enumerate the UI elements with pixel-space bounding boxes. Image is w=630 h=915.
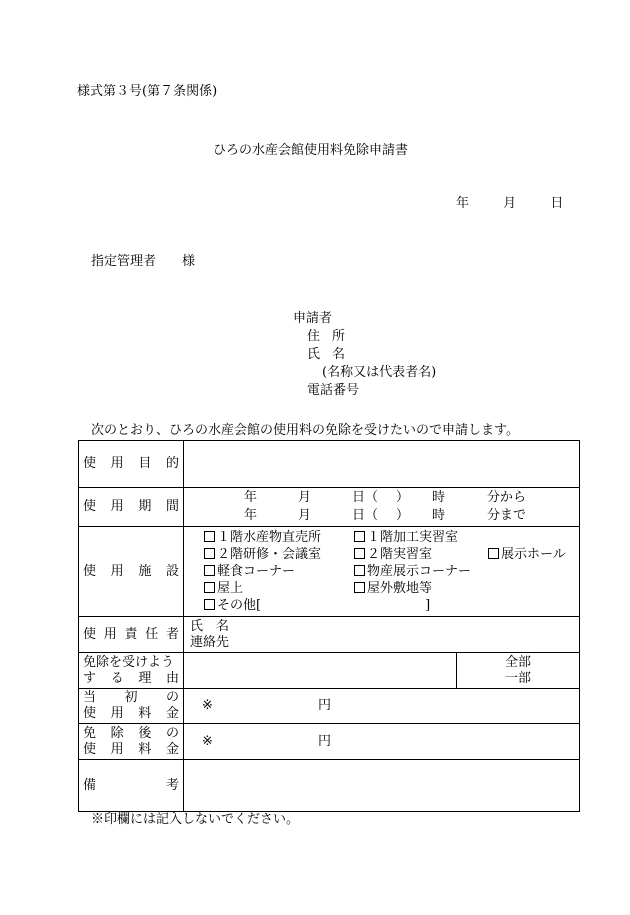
facility-option-other[interactable] <box>204 598 430 614</box>
facility-label: 屋外敷地等 <box>367 580 433 596</box>
footnote: ※印欄には記入しないでください。 <box>91 812 300 827</box>
label-char: 用 <box>110 563 124 579</box>
facility-option[interactable] <box>204 564 354 580</box>
label-char: 目 <box>138 456 152 471</box>
addressee-honorific: 様 <box>182 254 196 269</box>
facility-option[interactable] <box>204 547 354 563</box>
label-char: 当 <box>83 690 97 705</box>
application-table <box>78 440 580 812</box>
checkbox-icon[interactable] <box>204 599 215 610</box>
label-char: る <box>110 670 124 686</box>
period-year: 年 <box>244 508 258 523</box>
applicant-heading: 申請者 <box>293 311 333 326</box>
facility-label: １階水産物直売所 <box>217 529 322 545</box>
period-month: 月 <box>298 508 312 523</box>
label-char: 任 <box>145 626 159 642</box>
document-title: ひろの水産会館使用料免除申請書 <box>213 143 409 158</box>
label-char: 免 <box>83 725 97 741</box>
checkbox-icon[interactable] <box>204 548 215 559</box>
label-char: の <box>165 725 179 741</box>
responsible-field[interactable] <box>184 617 580 653</box>
facility-label: 展示ホール <box>501 546 566 562</box>
addressee-name: 指定管理者 <box>91 254 157 269</box>
row-after-fee <box>79 724 580 760</box>
row-period <box>79 488 580 527</box>
date-day: 日 <box>550 196 564 211</box>
label-char: 使 <box>83 563 97 579</box>
label-char: 備 <box>83 777 97 793</box>
checkbox-icon[interactable] <box>354 531 365 542</box>
label-char: 用 <box>110 499 124 514</box>
label-char: 的 <box>165 456 179 471</box>
label-responsible <box>79 617 184 653</box>
facility-label: 物産展示コーナー <box>367 563 472 579</box>
remarks-field[interactable] <box>184 760 580 812</box>
checkbox-icon[interactable] <box>204 565 215 576</box>
row-responsible <box>79 617 580 653</box>
row-facilities <box>79 527 580 617</box>
exemption-full: 全部 <box>504 654 531 670</box>
facility-option[interactable] <box>354 581 488 597</box>
checkbox-icon[interactable] <box>204 582 215 593</box>
period-month: 月 <box>298 490 312 505</box>
label-char: 責 <box>124 626 138 642</box>
period-start-line <box>184 490 579 506</box>
label-char: 間 <box>165 499 179 514</box>
label-char: 用 <box>110 456 124 471</box>
address-char-2: 所 <box>332 329 346 344</box>
label-initial-fee <box>79 689 184 724</box>
period-field[interactable] <box>184 488 580 527</box>
facility-label: 軽食コーナー <box>217 563 296 579</box>
yen-unit: 円 <box>318 698 332 713</box>
label-line: 免除を受けよう <box>83 654 175 670</box>
checkbox-icon[interactable] <box>354 582 365 593</box>
purpose-field[interactable] <box>184 441 580 488</box>
period-minute-from: 分から <box>487 490 527 505</box>
row-purpose <box>79 441 580 488</box>
row-remarks <box>79 760 580 812</box>
label-char: 期 <box>138 499 152 514</box>
form-number: 様式第３号(第７条関係) <box>77 84 218 99</box>
label-char: 用 <box>110 741 124 757</box>
initial-fee-field <box>184 689 580 724</box>
label-char: 金 <box>165 706 179 721</box>
facility-option[interactable] <box>488 547 566 563</box>
period-weekday-close: ） <box>396 490 410 505</box>
reason-field[interactable] <box>184 653 457 689</box>
period-day: 日（ <box>352 490 379 505</box>
facility-label: １階加工実習室 <box>367 529 459 545</box>
label-char: 使 <box>83 741 97 757</box>
label-char: 後 <box>138 725 152 741</box>
facility-option[interactable] <box>354 547 488 563</box>
label-char: 金 <box>165 741 179 757</box>
label-after-fee <box>79 724 184 760</box>
period-weekday-close: ） <box>396 508 410 523</box>
applicant-block <box>293 310 436 400</box>
yen-unit: 円 <box>318 733 332 749</box>
period-day: 日（ <box>352 508 379 523</box>
applicant-phone-label: 電話番号 <box>307 383 360 398</box>
label-char: 初 <box>124 690 138 705</box>
office-use-mark: ※ <box>202 698 213 713</box>
exemption-scope[interactable] <box>457 653 580 689</box>
checkbox-icon[interactable] <box>354 565 365 576</box>
checkbox-icon[interactable] <box>488 548 499 559</box>
date-year: 年 <box>456 196 470 211</box>
row-reason <box>79 653 580 689</box>
after-fee-field <box>184 724 580 760</box>
intro-text: 次のとおり、ひろの水産会館の使用料の免除を受けたいので申請します。 <box>91 423 519 438</box>
addressee <box>91 254 195 270</box>
label-char: す <box>83 670 97 686</box>
facility-label: ２階実習室 <box>367 546 433 562</box>
label-facilities <box>79 527 184 617</box>
period-hour: 時 <box>432 508 446 523</box>
label-char: 料 <box>138 706 152 721</box>
applicant-address-label <box>293 328 436 346</box>
period-hour: 時 <box>432 490 446 505</box>
facility-option[interactable] <box>354 530 488 546</box>
checkbox-icon[interactable] <box>204 531 215 542</box>
facilities-field <box>184 527 580 617</box>
office-use-mark: ※ <box>202 733 213 749</box>
applicant-name-label <box>293 346 436 364</box>
responsible-contact-label: 連絡先 <box>190 634 230 650</box>
checkbox-icon[interactable] <box>354 548 365 559</box>
facility-option[interactable] <box>204 581 354 597</box>
facility-label: その他[ <box>217 597 262 613</box>
label-char: 用 <box>103 626 117 642</box>
label-remarks <box>79 760 184 812</box>
facility-option[interactable] <box>204 530 354 546</box>
label-char: 除 <box>110 725 124 741</box>
label-char: 使 <box>83 456 97 471</box>
label-char: 考 <box>165 777 179 793</box>
label-char: 施 <box>138 563 152 579</box>
row-initial-fee <box>79 689 580 724</box>
label-char: 由 <box>165 670 179 686</box>
label-purpose <box>79 441 184 488</box>
label-char: 設 <box>165 563 179 579</box>
label-period <box>79 488 184 527</box>
date-month: 月 <box>503 196 517 211</box>
exemption-partial: 一部 <box>504 670 531 686</box>
label-char: 使 <box>83 706 97 721</box>
facility-label: 屋上 <box>217 580 244 596</box>
label-char: 者 <box>165 626 179 642</box>
label-char: 料 <box>138 741 152 757</box>
facility-option[interactable] <box>354 564 488 580</box>
name-char-2: 名 <box>332 347 346 362</box>
label-reason <box>79 653 184 689</box>
period-minute-to: 分まで <box>487 508 527 523</box>
label-char: 使 <box>83 499 97 514</box>
label-char: 用 <box>110 706 124 721</box>
label-char: 使 <box>83 626 97 642</box>
applicant-name-note: (名称又は代表者名) <box>322 365 437 380</box>
period-end-line <box>184 508 579 524</box>
period-year: 年 <box>244 490 258 505</box>
address-char-1: 住 <box>307 329 321 344</box>
label-char: 理 <box>138 670 152 686</box>
date-line <box>456 196 563 212</box>
facility-label: ２階研修・会議室 <box>217 546 322 562</box>
label-char: の <box>165 690 179 705</box>
responsible-name-label: 氏 名 <box>190 618 230 634</box>
name-char-1: 氏 <box>307 347 321 362</box>
other-bracket-close: ] <box>425 597 431 613</box>
